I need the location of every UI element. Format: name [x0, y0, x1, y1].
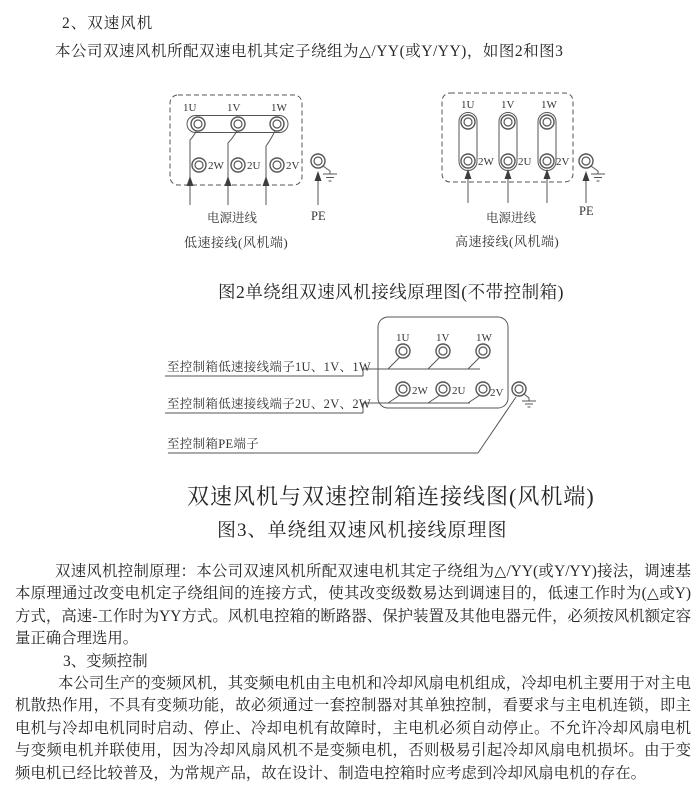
earth-ground-icon	[591, 166, 605, 181]
body-text-block	[15, 561, 691, 785]
terminal-2u	[231, 158, 245, 172]
power-in-label: 电源进线	[207, 211, 258, 225]
fig2-low-speed-diagram	[170, 95, 337, 250]
figure-3-wiring-diagram	[0, 310, 700, 465]
figure-3-caption: 图3、单绕组双速风机接线原理图	[217, 520, 508, 541]
terminal-label-2u: 2U	[247, 160, 261, 172]
terminal-2w	[396, 382, 410, 396]
pe-label: PE	[579, 204, 594, 218]
terminal-1v	[501, 115, 515, 129]
terminal-label-1v: 1V	[227, 102, 241, 114]
terminal-label-2v: 2V	[556, 156, 570, 168]
terminal-2u	[501, 154, 515, 168]
terminal-label-2w: 2W	[208, 160, 224, 172]
pe-arrow	[315, 171, 322, 181]
pe-arrow	[583, 171, 590, 181]
control-principle-paragraph: 双速风机控制原理：本公司双速风机所配双速电机其定子绕组为△/YY(或Y/YY)接法，调速基本原理通过改变电机定子绕组间的连接方式，使其改变级数易达到调速目的，低速工作时为(△或Y)方式，高速-工作时为YY方式。风机电控箱的断路器、保护装置及其他电器元件，必须按风机额定容量正确合理选用。	[15, 563, 691, 648]
terminal-2w	[192, 158, 206, 172]
terminal-1u	[461, 115, 475, 129]
earth-ground-icon	[522, 394, 536, 407]
terminal-2v	[540, 154, 554, 168]
terminal-1u	[191, 117, 205, 131]
terminal-label-1w: 1W	[476, 332, 492, 344]
terminal-label-2v: 2V	[286, 160, 300, 172]
terminal-1w	[476, 344, 490, 358]
power-arrow-3	[263, 176, 270, 186]
pe-terminal	[512, 382, 526, 396]
terminal-label-1u: 1U	[183, 102, 197, 114]
figure-2-caption: 图2单绕组双速风机接线原理图(不带控制箱)	[218, 282, 564, 302]
figure-3-title: 双速风机与双速控制箱连接线图(风机端)	[187, 484, 595, 509]
terminal-label-2w: 2W	[412, 385, 428, 397]
terminal-label-2u: 2U	[452, 385, 466, 397]
section-2-heading: 2、双速风机	[62, 15, 154, 32]
earth-ground-icon	[323, 166, 337, 181]
terminal-label-1v: 1V	[436, 332, 450, 344]
power-arrow-1	[187, 176, 194, 186]
terminal-label-2v: 2V	[490, 387, 504, 399]
wire-label-low-1: 至控制箱低速接线端子1U、1V、1W	[167, 360, 372, 374]
power-arrow-2	[225, 176, 232, 186]
terminal-label-2u: 2U	[518, 156, 532, 168]
terminal-label-1u: 1U	[461, 99, 475, 111]
section-3-heading: 3、变频控制	[63, 652, 148, 670]
vfd-paragraph: 本公司生产的变频风机，其变频电机由主电机和冷却风扇电机组成，冷却电机主要用于对主电机散热作用，不具有变频功能，故必须通过一套控制器对其单独控制，看要求与主电机连锁，即主电机与冷却电机同时启动、停止、冷却电机有故障时，主电机必须自动停止。不允许冷却风扇电机与变频电机并联使用，因为冷却风扇风机不是变频电机，否则极易引起冷却风扇电机损坏。由于变频电机已经比较普及，为常规产品，故在设计、制造电控箱时应考虑到冷却风扇电机的存在。	[15, 675, 691, 782]
wire-label-pe: 至控制箱PE端子	[167, 437, 259, 451]
terminal-2v	[270, 158, 284, 172]
terminal-2w	[461, 154, 475, 168]
wire-label-low-2: 至控制箱低速接线端子2U、2V、2W	[167, 397, 372, 411]
terminal-2u	[436, 382, 450, 396]
figure-2-wiring-diagram	[0, 85, 700, 255]
pe-label: PE	[311, 209, 326, 223]
terminal-2v	[476, 382, 490, 396]
terminal-1u	[396, 344, 410, 358]
high-speed-caption: 高速接线(风机端)	[455, 234, 560, 249]
terminal-label-1w: 1W	[271, 102, 287, 114]
terminal-1w	[540, 115, 554, 129]
terminal-1w	[270, 117, 284, 131]
terminal-label-1v: 1V	[501, 99, 515, 111]
power-in-label: 电源进线	[486, 211, 537, 225]
fig2-high-speed-diagram	[442, 93, 605, 249]
terminal-1v	[231, 117, 245, 131]
pe-terminal	[311, 154, 325, 168]
terminal-label-2w: 2W	[478, 156, 494, 168]
terminal-1v	[436, 344, 450, 358]
terminal-label-1w: 1W	[541, 99, 557, 111]
low-speed-caption: 低速接线(风机端)	[184, 235, 289, 250]
terminal-label-1u: 1U	[396, 332, 410, 344]
section-2-intro: 本公司双速风机所配双速电机其定子绕组为△/YY(或Y/YY)，如图2和图3	[55, 43, 564, 60]
pe-terminal	[579, 154, 593, 168]
